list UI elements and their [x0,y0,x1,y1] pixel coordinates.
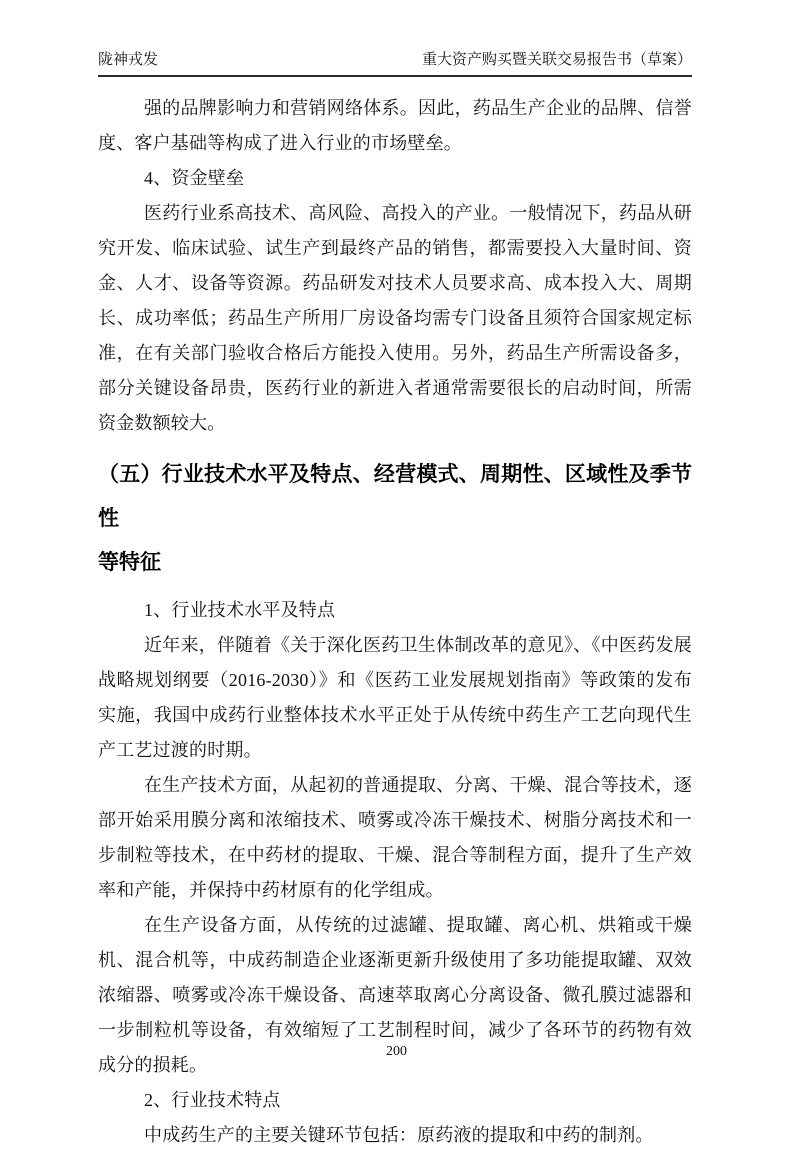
header-company-name: 陇神戎发 [98,52,159,68]
page-header [98,50,692,77]
section-heading-5-line1: （五）行业技术水平及特点、经营模式、周期性、区域性及季节性 [98,463,692,530]
section-heading-5-line2: 等特征 [98,551,161,574]
page-body [98,91,692,1153]
subheading-tech-features: 2、行业技术特点 [144,1090,281,1110]
paragraph-policy: 近年来，伴随着《关于深化医药卫生体制改革的意见》、《中医药发展战略规划纲要（2016-2030）》和《医药工业发展规划指南》等政策的发布实施，我国中成药行业整体技术水平正处于从传统中药生产工艺向现代生产工艺过渡的时期。 [98,635,692,760]
paragraph-capital-barrier: 医药行业系高技术、高风险、高投入的产业。一般情况下，药品从研究开发、临床试验、试生产到最终产品的销售，都需要投入大量时间、资金、人才、设备等资源。药品研发对技术人员要求高、成本投入大、周期长、成功率低；药品生产所用厂房设备均需专门设备且须符合国家规定标准，在有关部门验收合格后方能投入使用。另外，药品生产所需设备多，部分关键设备昂贵，医药行业的新进入者通常需要很长的启动时间，所需资金数额较大。 [98,203,692,433]
page-number: 200 [386,1044,407,1059]
paragraph-production-equipment: 在生产设备方面，从传统的过滤罐、提取罐、离心机、烘箱或干燥机、混合机等，中成药制造企业逐渐更新升级使用了多功能提取罐、双效浓缩器、喷雾或冷冻干燥设备、高速萃取离心分离设备、微孔膜过滤器和一步制粒机等设备，有效缩短了工艺制程时间，减少了各环节的药物有效成分的损耗。 [98,915,692,1075]
header-report-title: 重大资产购买暨关联交易报告书（草案） [421,52,692,68]
paragraph-market-barrier: 强的品牌影响力和营销网络体系。因此，药品生产企业的品牌、信誉度、客户基础等构成了进入行业的市场壁垒。 [98,98,692,153]
section-heading-5 [98,453,692,585]
paragraph-production-tech: 在生产技术方面，从起初的普通提取、分离、干燥、混合等技术，逐部开始采用膜分离和浓缩技术、喷雾或冷冻干燥技术、树脂分离技术和一步制粒等技术，在中药材的提取、干燥、混合等制程方面，提升了生产效率和产能，并保持中药材原有的化学组成。 [98,775,692,900]
subheading-capital-barrier: 4、资金壁垒 [144,168,245,188]
subheading-tech-level: 1、行业技术水平及特点 [144,600,336,620]
paragraph-key-steps: 中成药生产的主要关键环节包括：原药液的提取和中药的制剂。 [144,1125,654,1145]
